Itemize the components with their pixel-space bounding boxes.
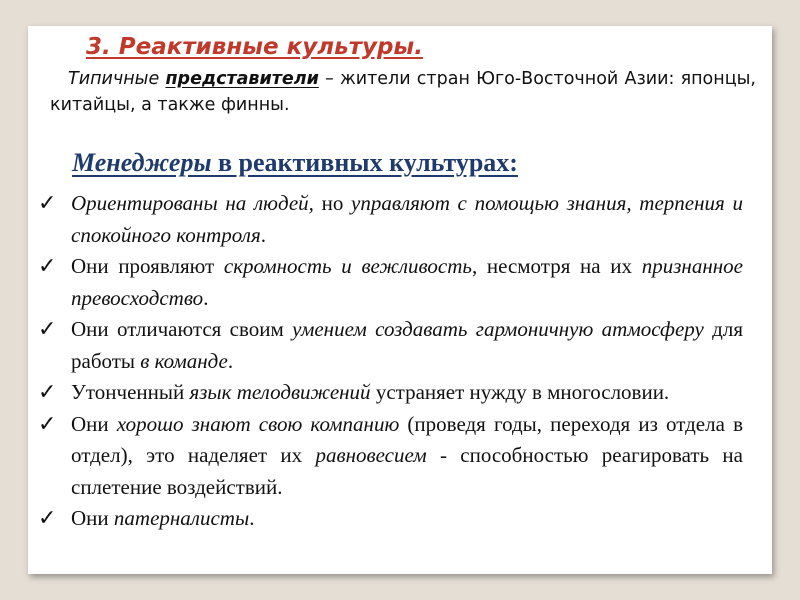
check-icon: ✓ bbox=[38, 191, 57, 216]
check-icon: ✓ bbox=[38, 506, 57, 531]
slide bbox=[28, 26, 772, 574]
intro-representatives: представители bbox=[165, 69, 319, 89]
managers-heading bbox=[72, 148, 518, 178]
bullet-text-segment: Они bbox=[71, 506, 114, 530]
bullet-text-segment: . bbox=[203, 285, 209, 310]
bullet-text-segment: . bbox=[260, 222, 266, 247]
bullet-text-segment: Они отличаются своим bbox=[71, 317, 293, 341]
check-icon: ✓ bbox=[38, 380, 57, 405]
bullet-text-segment: Утонченный bbox=[71, 380, 190, 404]
bullet-text-segment: равновесием bbox=[315, 443, 427, 467]
check-icon: ✓ bbox=[38, 317, 57, 342]
bullet-text-segment: в команде bbox=[140, 348, 228, 373]
bullet-text-segment: , несмотря на их bbox=[471, 254, 642, 278]
bullet-item bbox=[28, 503, 743, 535]
bullet-text-segment: Ориентированы на людей, bbox=[71, 191, 314, 215]
bullet-text-segment: скромность и вежливость bbox=[223, 254, 472, 278]
bullet-text-segment: устраняет нужду в многословии. bbox=[370, 380, 670, 404]
bullet-text-segment: (проведя годы, переходя из отдела в отдел), это наделяет их bbox=[71, 411, 743, 467]
slide-title: 3. Реактивные культуры. bbox=[86, 34, 423, 60]
check-icon: ✓ bbox=[38, 254, 57, 279]
intro-typical: Типичные bbox=[68, 69, 160, 89]
bullet-item bbox=[28, 377, 743, 409]
bullet-text-segment: язык телодвижений bbox=[189, 380, 371, 404]
intro-paragraph bbox=[50, 66, 756, 118]
bullet-item bbox=[28, 251, 743, 314]
bullet-item bbox=[28, 409, 743, 504]
bullet-text-segment: для работы bbox=[71, 317, 743, 373]
bullet-item bbox=[28, 314, 743, 377]
bullet-text-segment: управляют с помощью знания, терпения и спокойного контроля bbox=[71, 191, 743, 247]
bullet-text-segment: . bbox=[249, 506, 255, 530]
bullet-text-segment: но bbox=[313, 191, 352, 215]
check-icon: ✓ bbox=[38, 411, 57, 437]
bullet-text-segment: хорошо знают свою компанию bbox=[116, 411, 400, 436]
managers-heading-word: Менеджеры bbox=[72, 148, 212, 177]
bullet-text-segment: патерналисты bbox=[113, 506, 250, 530]
bullet-list bbox=[28, 188, 772, 535]
bullet-text-segment: - способностью реагировать на сплетение воздействий. bbox=[71, 443, 743, 499]
bullet-text-segment: Они bbox=[71, 411, 117, 436]
bullet-text-segment: Они проявляют bbox=[71, 254, 224, 278]
bullet-item bbox=[28, 188, 743, 251]
bullet-text-segment: . bbox=[227, 348, 234, 373]
intro-rest: – жители стран Юго-Восточной Азии: японцы, китайцы, а также финны. bbox=[50, 69, 756, 115]
bullet-text-segment: признанное превосходство bbox=[71, 254, 743, 310]
managers-heading-rest: в реактивных культурах: bbox=[211, 148, 518, 177]
bullet-text-segment: умением создавать гармоничную атмосферу bbox=[292, 317, 704, 341]
